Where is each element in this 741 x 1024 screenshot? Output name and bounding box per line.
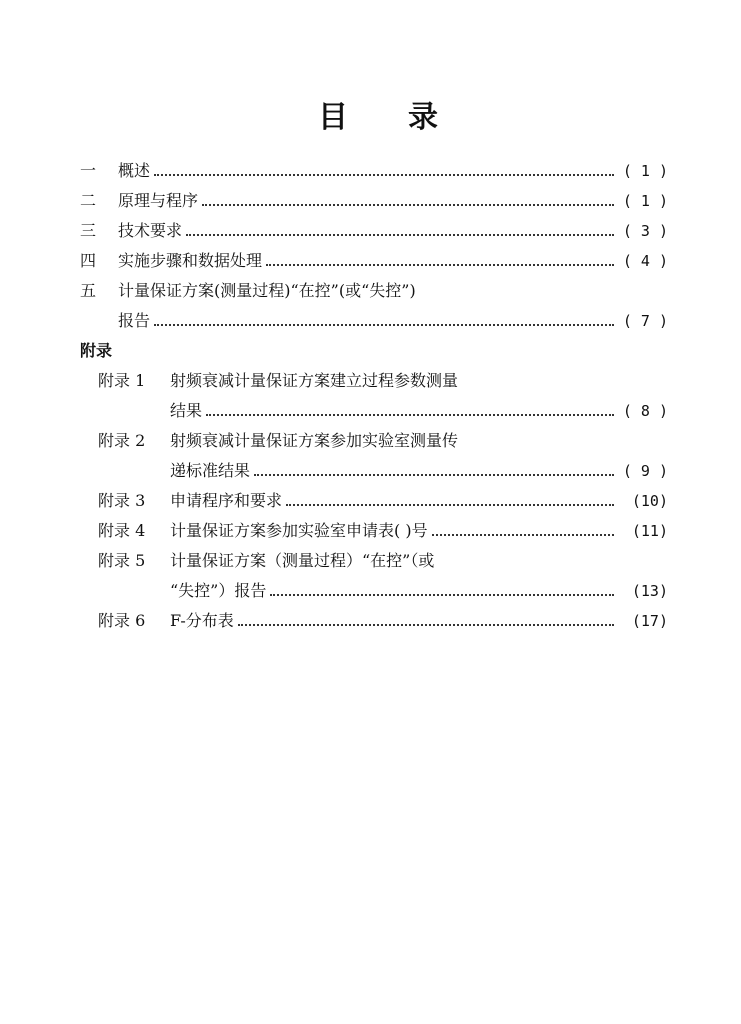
dot-leader <box>432 534 614 536</box>
dot-leader <box>266 264 614 266</box>
toc-entry-page: ( 1 ) <box>622 162 668 180</box>
toc-entry-number: 三 <box>80 221 97 240</box>
appendix-title-continued: 递标准结果 <box>170 461 251 480</box>
appendix-title: F-分布表 <box>170 611 234 630</box>
appendix-number: 附录 6 <box>98 611 146 630</box>
toc-entry-number: 二 <box>80 191 97 210</box>
toc-entry-5[interactable] <box>80 272 668 302</box>
appendix-entry-2[interactable] <box>80 422 668 452</box>
title-char-1: 目 <box>318 100 348 135</box>
appendix-page: (11) <box>631 522 668 540</box>
appendix-entry-5-continued[interactable] <box>80 572 668 602</box>
toc-entry-title-continued: 报告 <box>118 311 151 330</box>
appendix-number: 附录 4 <box>98 521 146 540</box>
dot-leader <box>202 204 614 206</box>
appendix-page: (10) <box>631 492 668 510</box>
appendix-entry-1[interactable] <box>80 362 668 392</box>
appendix-title: 射频衰减计量保证方案建立过程参数测量 <box>170 371 459 390</box>
toc-entry-number: 五 <box>80 281 97 300</box>
toc-entry-page: ( 1 ) <box>622 192 668 210</box>
appendix-number: 附录 3 <box>98 491 146 510</box>
toc-entry-title: 技术要求 <box>118 221 183 240</box>
dot-leader <box>270 594 614 596</box>
appendix-number: 附录 2 <box>98 431 146 450</box>
toc-entry-3[interactable] <box>80 212 668 242</box>
dot-leader <box>254 474 614 476</box>
toc-entry-title: 计量保证方案(测量过程)“在控”(或“失控”) <box>118 281 416 300</box>
appendix-title: 计量保证方案（测量过程）“在控”（或 <box>170 551 435 570</box>
appendix-entry-6[interactable] <box>80 602 668 632</box>
appendix-title-continued: 结果 <box>170 401 203 420</box>
toc-entry-title: 原理与程序 <box>118 191 199 210</box>
dot-leader <box>206 414 614 416</box>
appendix-heading: 附录 <box>80 341 113 360</box>
dot-leader <box>154 324 614 326</box>
appendix-entry-1-continued[interactable] <box>80 392 668 422</box>
appendix-page: (17) <box>631 612 668 630</box>
appendix-number: 附录 1 <box>98 371 146 390</box>
appendix-entry-2-continued[interactable] <box>80 452 668 482</box>
appendix-title: 计量保证方案参加实验室申请表( )号 <box>170 521 428 540</box>
toc-entry-4[interactable] <box>80 242 668 272</box>
appendix-entry-5[interactable] <box>80 542 668 572</box>
appendix-title-continued: “失控”）报告 <box>170 581 267 600</box>
toc-entry-5-continued[interactable] <box>80 302 668 332</box>
toc-entry-number: 四 <box>80 251 97 270</box>
appendix-title: 射频衰减计量保证方案参加实验室测量传 <box>170 431 459 450</box>
toc-entry-page: ( 7 ) <box>622 312 668 330</box>
toc-entry-2[interactable] <box>80 182 668 212</box>
table-of-contents <box>80 152 668 632</box>
toc-entry-title: 概述 <box>118 161 151 180</box>
appendix-title: 申请程序和要求 <box>170 491 283 510</box>
appendix-heading-row <box>80 332 668 362</box>
appendix-entry-3[interactable] <box>80 482 668 512</box>
dot-leader <box>186 234 614 236</box>
toc-entry-number: 一 <box>80 161 97 180</box>
dot-leader <box>154 174 614 176</box>
appendix-number: 附录 5 <box>98 551 146 570</box>
toc-entry-1[interactable] <box>80 152 668 182</box>
dot-leader <box>238 624 614 626</box>
page-title <box>318 92 438 136</box>
appendix-page: ( 8 ) <box>622 402 668 420</box>
toc-entry-title: 实施步骤和数据处理 <box>118 251 263 270</box>
dot-leader <box>286 504 614 506</box>
appendix-page: (13) <box>631 582 668 600</box>
appendix-page: ( 9 ) <box>622 462 668 480</box>
appendix-entry-4[interactable] <box>80 512 668 542</box>
toc-entry-page: ( 3 ) <box>622 222 668 240</box>
toc-entry-page: ( 4 ) <box>622 252 668 270</box>
title-char-2: 录 <box>408 100 438 135</box>
